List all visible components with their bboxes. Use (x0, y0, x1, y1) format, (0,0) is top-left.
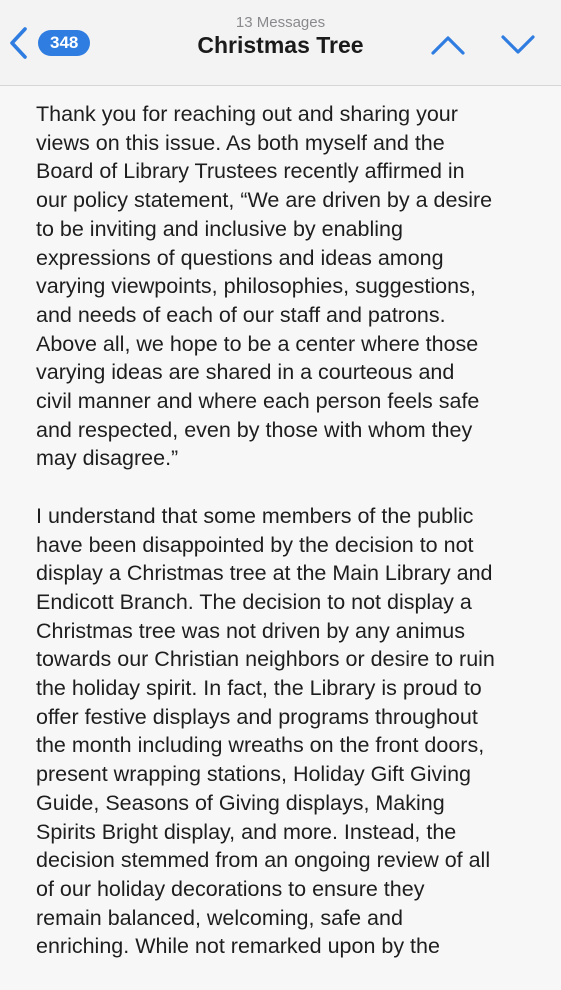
unread-count-badge: 348 (38, 30, 90, 56)
message-count: 13 Messages (235, 14, 326, 31)
message-body (36, 100, 536, 990)
next-message-button[interactable] (500, 34, 536, 61)
chevron-down-icon (500, 34, 536, 56)
message-paragraph: Thank you for reaching out and sharing your views on this issue. As both myself and the Board of Library Trustees recently affirmed in our policy statement, “We are driven by a desire to be inviting and inclusive by enabling expressions of questions and ideas among varying viewpoints, philosophies, suggestions, and needs of each of our staff and patrons. Above all, we hope to be a center where those varying ideas are shared in a courteous and civil manner and where each person feels safe and respected, even by those with whom they may disagree.” (36, 102, 493, 471)
message-paragraph: I understand that some members of the public have been disappointed by the decision to not display a Christmas tree at the Main Library and Endicott Branch. The decision to not display a Christmas tree was not driven by any animus towards our Christian neighbors or desire to ruin the holiday spirit. In fact, the Library is proud to offer festive displays and programs throughout the month including wreaths on the front doors, present wrapping stations, Holiday Gift Giving Guide, Seasons of Giving displays, Making Spirits Bright display, and more. Instead, the decision stemmed from an ongoing review of all of our holiday decorations to ensure they remain balanced, welcoming, safe and enriching. While not remarked upon by the (36, 503, 495, 959)
thread-title: Christmas Tree (197, 32, 364, 58)
previous-message-button[interactable] (430, 34, 466, 61)
navigation-bar (0, 0, 561, 86)
chevron-up-icon (430, 34, 466, 56)
